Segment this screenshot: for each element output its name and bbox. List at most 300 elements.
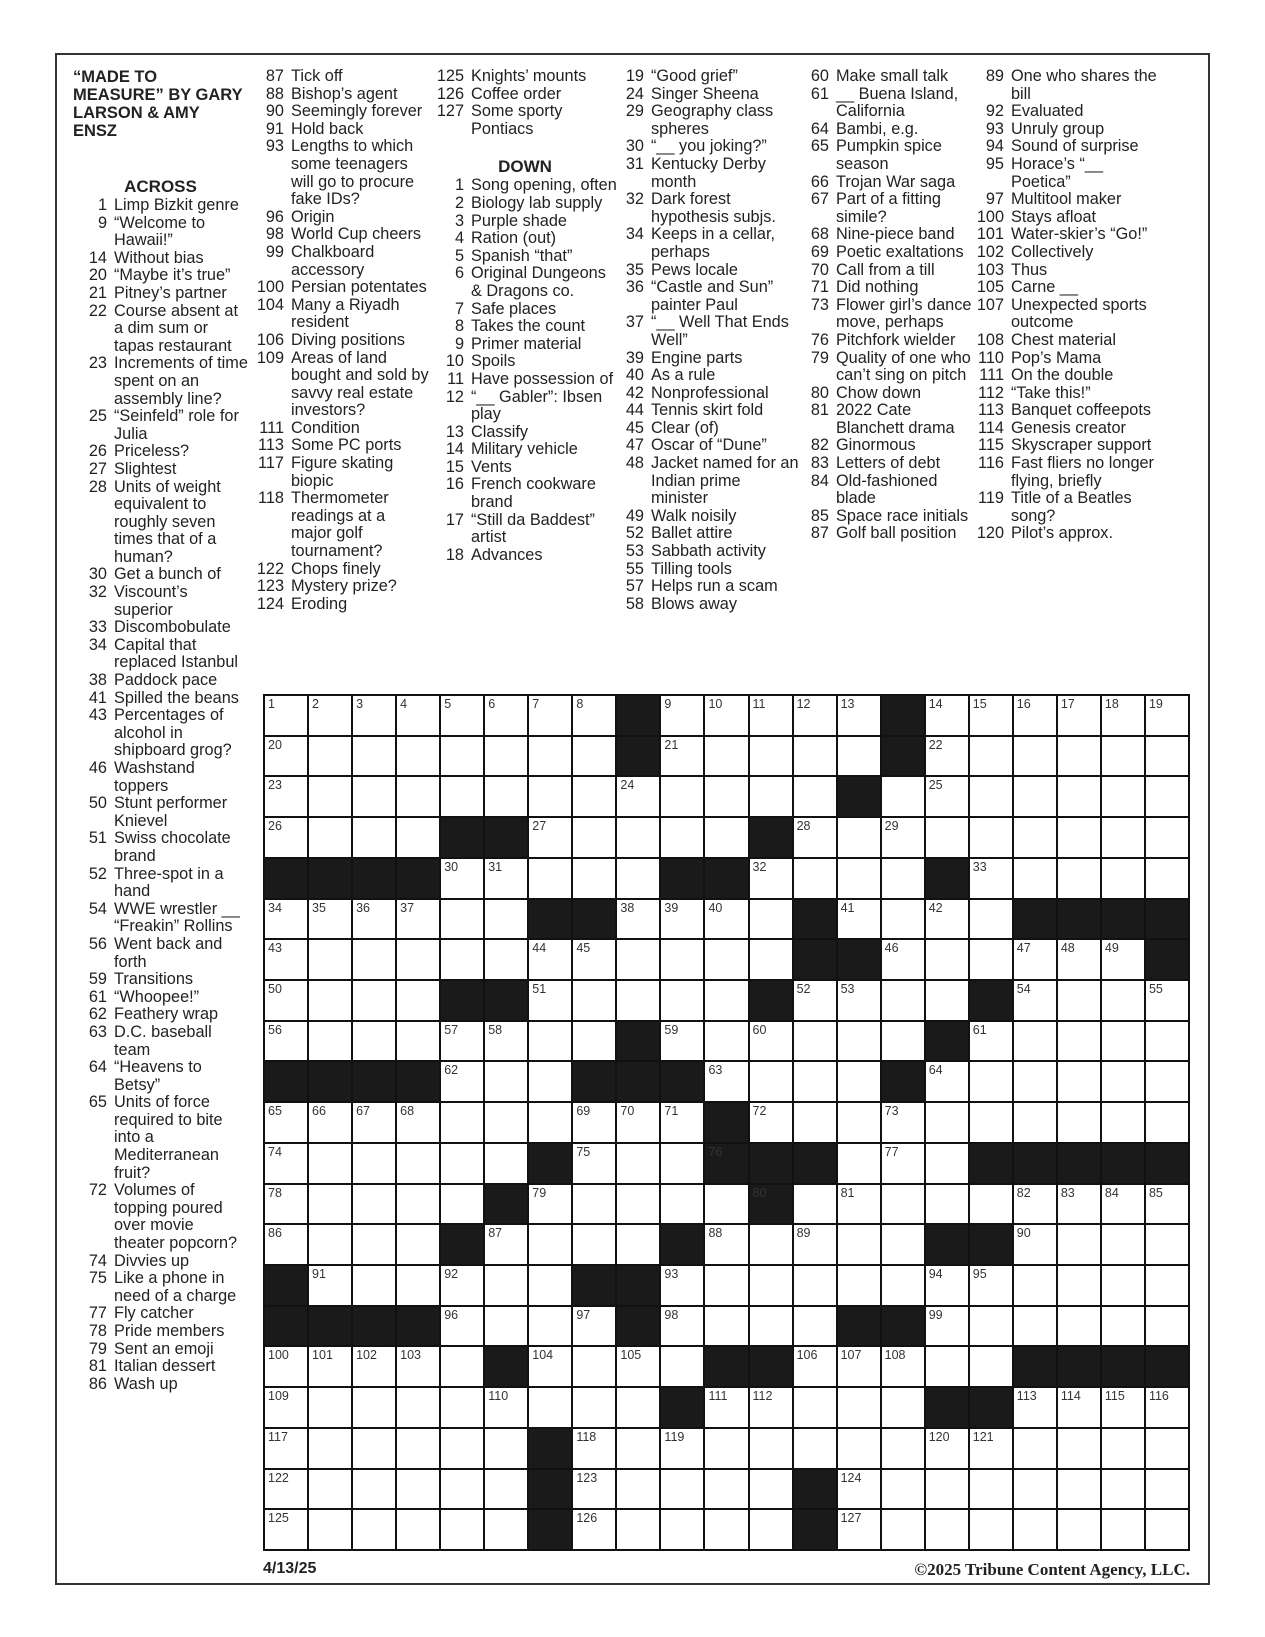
grid-cell[interactable] bbox=[617, 1144, 659, 1183]
grid-cell[interactable] bbox=[529, 818, 571, 857]
grid-cell[interactable] bbox=[441, 940, 483, 979]
grid-cell[interactable] bbox=[1058, 818, 1100, 857]
grid-cell[interactable] bbox=[661, 1266, 703, 1305]
grid-cell[interactable] bbox=[838, 1022, 880, 1061]
grid-cell[interactable] bbox=[1102, 1429, 1144, 1468]
grid-cell[interactable] bbox=[485, 940, 527, 979]
grid-cell[interactable] bbox=[1146, 981, 1188, 1020]
grid-cell[interactable] bbox=[529, 1225, 571, 1264]
grid-cell[interactable] bbox=[441, 859, 483, 898]
grid-cell[interactable] bbox=[529, 1388, 571, 1427]
grid-cell[interactable] bbox=[1058, 1266, 1100, 1305]
grid-cell[interactable] bbox=[353, 1266, 395, 1305]
grid-cell[interactable] bbox=[397, 1266, 439, 1305]
grid-cell[interactable] bbox=[265, 1510, 307, 1549]
grid-cell[interactable] bbox=[529, 737, 571, 776]
grid-cell[interactable] bbox=[750, 1470, 792, 1509]
grid-cell[interactable] bbox=[617, 1185, 659, 1224]
grid-cell[interactable] bbox=[970, 1103, 1012, 1142]
grid-cell[interactable] bbox=[441, 1307, 483, 1346]
grid-cell[interactable] bbox=[617, 1347, 659, 1386]
grid-cell[interactable] bbox=[441, 1103, 483, 1142]
grid-cell[interactable] bbox=[573, 777, 615, 816]
grid-cell[interactable] bbox=[1146, 1470, 1188, 1509]
grid-cell[interactable] bbox=[1146, 1266, 1188, 1305]
grid-cell[interactable] bbox=[573, 1307, 615, 1346]
grid-cell[interactable] bbox=[529, 1022, 571, 1061]
grid-cell[interactable] bbox=[1058, 981, 1100, 1020]
grid-cell[interactable] bbox=[838, 1388, 880, 1427]
grid-cell[interactable] bbox=[529, 859, 571, 898]
grid-cell[interactable] bbox=[265, 1225, 307, 1264]
grid-cell[interactable] bbox=[794, 1062, 836, 1101]
grid-cell[interactable] bbox=[838, 1103, 880, 1142]
grid-cell[interactable] bbox=[661, 1103, 703, 1142]
grid-cell[interactable] bbox=[794, 737, 836, 776]
grid-cell[interactable] bbox=[397, 900, 439, 939]
grid-cell[interactable] bbox=[705, 777, 747, 816]
grid-cell[interactable] bbox=[573, 1347, 615, 1386]
grid-cell[interactable] bbox=[794, 696, 836, 735]
grid-cell[interactable] bbox=[1014, 859, 1056, 898]
grid-cell[interactable] bbox=[573, 859, 615, 898]
grid-cell[interactable] bbox=[397, 737, 439, 776]
grid-cell[interactable] bbox=[1146, 696, 1188, 735]
grid-cell[interactable] bbox=[970, 940, 1012, 979]
grid-cell[interactable] bbox=[353, 981, 395, 1020]
grid-cell[interactable] bbox=[926, 940, 968, 979]
grid-cell[interactable] bbox=[265, 981, 307, 1020]
grid-cell[interactable] bbox=[265, 818, 307, 857]
grid-cell[interactable] bbox=[1058, 1103, 1100, 1142]
grid-cell[interactable] bbox=[705, 1388, 747, 1427]
grid-cell[interactable] bbox=[926, 981, 968, 1020]
grid-cell[interactable] bbox=[617, 900, 659, 939]
grid-cell[interactable] bbox=[573, 818, 615, 857]
grid-cell[interactable] bbox=[573, 1429, 615, 1468]
grid-cell[interactable] bbox=[794, 1429, 836, 1468]
grid-cell[interactable] bbox=[1014, 981, 1056, 1020]
grid-cell[interactable] bbox=[1146, 1185, 1188, 1224]
grid-cell[interactable] bbox=[705, 1225, 747, 1264]
grid-cell[interactable] bbox=[1058, 859, 1100, 898]
grid-cell[interactable] bbox=[970, 696, 1012, 735]
grid-cell[interactable] bbox=[397, 1347, 439, 1386]
grid-cell[interactable] bbox=[441, 1510, 483, 1549]
grid-cell[interactable] bbox=[529, 696, 571, 735]
grid-cell[interactable] bbox=[705, 1062, 747, 1101]
grid-cell[interactable] bbox=[1014, 696, 1056, 735]
grid-cell[interactable] bbox=[882, 1347, 924, 1386]
grid-cell[interactable] bbox=[838, 1144, 880, 1183]
grid-cell[interactable] bbox=[265, 1022, 307, 1061]
grid-cell[interactable] bbox=[265, 737, 307, 776]
grid-cell[interactable] bbox=[1102, 1266, 1144, 1305]
grid-cell[interactable] bbox=[1058, 696, 1100, 735]
grid-cell[interactable] bbox=[353, 1144, 395, 1183]
grid-cell[interactable] bbox=[485, 1103, 527, 1142]
grid-cell[interactable] bbox=[397, 1388, 439, 1427]
grid-cell[interactable] bbox=[529, 1307, 571, 1346]
grid-cell[interactable] bbox=[309, 1144, 351, 1183]
grid-cell[interactable] bbox=[1102, 1225, 1144, 1264]
grid-cell[interactable] bbox=[397, 696, 439, 735]
grid-cell[interactable] bbox=[617, 1470, 659, 1509]
grid-cell[interactable] bbox=[485, 1307, 527, 1346]
grid-cell[interactable] bbox=[794, 1307, 836, 1346]
grid-cell[interactable] bbox=[926, 1510, 968, 1549]
grid-cell[interactable] bbox=[705, 1022, 747, 1061]
grid-cell[interactable] bbox=[794, 1225, 836, 1264]
grid-cell[interactable] bbox=[1014, 1307, 1056, 1346]
grid-cell[interactable] bbox=[838, 818, 880, 857]
grid-cell[interactable] bbox=[1102, 1510, 1144, 1549]
grid-cell[interactable] bbox=[309, 900, 351, 939]
grid-cell[interactable] bbox=[1014, 1266, 1056, 1305]
grid-cell[interactable] bbox=[353, 1185, 395, 1224]
grid-cell[interactable] bbox=[1014, 1388, 1056, 1427]
grid-cell[interactable] bbox=[705, 900, 747, 939]
grid-cell[interactable] bbox=[882, 1470, 924, 1509]
grid-cell[interactable] bbox=[353, 1225, 395, 1264]
grid-cell[interactable] bbox=[397, 1470, 439, 1509]
grid-cell[interactable] bbox=[617, 1388, 659, 1427]
grid-cell[interactable] bbox=[1102, 1307, 1144, 1346]
grid-cell[interactable] bbox=[265, 900, 307, 939]
grid-cell[interactable] bbox=[353, 1388, 395, 1427]
grid-cell[interactable] bbox=[441, 777, 483, 816]
grid-cell[interactable] bbox=[353, 777, 395, 816]
grid-cell[interactable] bbox=[661, 1185, 703, 1224]
grid-cell[interactable] bbox=[485, 737, 527, 776]
grid-cell[interactable] bbox=[1146, 1225, 1188, 1264]
grid-cell[interactable] bbox=[309, 1429, 351, 1468]
grid-cell[interactable] bbox=[1102, 1470, 1144, 1509]
grid-cell[interactable] bbox=[926, 818, 968, 857]
grid-cell[interactable] bbox=[485, 1144, 527, 1183]
grid-cell[interactable] bbox=[353, 818, 395, 857]
grid-cell[interactable] bbox=[1058, 737, 1100, 776]
grid-cell[interactable] bbox=[441, 1062, 483, 1101]
grid-cell[interactable] bbox=[705, 1307, 747, 1346]
grid-cell[interactable] bbox=[1058, 1185, 1100, 1224]
grid-cell[interactable] bbox=[573, 981, 615, 1020]
grid-cell[interactable] bbox=[265, 777, 307, 816]
grid-cell[interactable] bbox=[750, 1307, 792, 1346]
grid-cell[interactable] bbox=[705, 1185, 747, 1224]
grid-cell[interactable] bbox=[838, 1225, 880, 1264]
grid-cell[interactable] bbox=[617, 818, 659, 857]
grid-cell[interactable] bbox=[882, 1388, 924, 1427]
grid-cell[interactable] bbox=[573, 940, 615, 979]
grid-cell[interactable] bbox=[529, 1103, 571, 1142]
grid-cell[interactable] bbox=[705, 737, 747, 776]
grid-cell[interactable] bbox=[750, 696, 792, 735]
grid-cell[interactable] bbox=[441, 1144, 483, 1183]
grid-cell[interactable] bbox=[397, 1144, 439, 1183]
grid-cell[interactable] bbox=[970, 859, 1012, 898]
grid-cell[interactable] bbox=[794, 1022, 836, 1061]
grid-cell[interactable] bbox=[661, 818, 703, 857]
grid-cell[interactable] bbox=[1146, 1429, 1188, 1468]
grid-cell[interactable] bbox=[661, 940, 703, 979]
grid-cell[interactable] bbox=[794, 1388, 836, 1427]
grid-cell[interactable] bbox=[309, 696, 351, 735]
grid-cell[interactable] bbox=[1146, 1022, 1188, 1061]
grid-cell[interactable] bbox=[397, 1185, 439, 1224]
grid-cell[interactable] bbox=[926, 1266, 968, 1305]
grid-cell[interactable] bbox=[970, 737, 1012, 776]
grid-cell[interactable] bbox=[1058, 1429, 1100, 1468]
grid-cell[interactable] bbox=[1058, 777, 1100, 816]
grid-cell[interactable] bbox=[970, 1470, 1012, 1509]
grid-cell[interactable] bbox=[1014, 818, 1056, 857]
grid-cell[interactable] bbox=[309, 1470, 351, 1509]
grid-cell[interactable] bbox=[705, 1266, 747, 1305]
grid-cell[interactable] bbox=[926, 1103, 968, 1142]
grid-cell[interactable] bbox=[1014, 940, 1056, 979]
grid-cell[interactable] bbox=[309, 1510, 351, 1549]
grid-cell[interactable] bbox=[1058, 1388, 1100, 1427]
grid-cell[interactable] bbox=[1014, 1225, 1056, 1264]
grid-cell[interactable] bbox=[1058, 940, 1100, 979]
grid-cell[interactable] bbox=[1014, 1470, 1056, 1509]
grid-cell[interactable] bbox=[750, 777, 792, 816]
grid-cell[interactable] bbox=[1146, 818, 1188, 857]
grid-cell[interactable] bbox=[794, 777, 836, 816]
grid-cell[interactable] bbox=[1102, 940, 1144, 979]
grid-cell[interactable] bbox=[882, 1510, 924, 1549]
grid-cell[interactable] bbox=[309, 1266, 351, 1305]
grid-cell[interactable] bbox=[1014, 737, 1056, 776]
grid-cell[interactable] bbox=[705, 940, 747, 979]
grid-cell[interactable] bbox=[661, 1510, 703, 1549]
grid-cell[interactable] bbox=[1146, 777, 1188, 816]
grid-cell[interactable] bbox=[353, 1022, 395, 1061]
grid-cell[interactable] bbox=[970, 1510, 1012, 1549]
grid-cell[interactable] bbox=[353, 1347, 395, 1386]
grid-cell[interactable] bbox=[617, 940, 659, 979]
grid-cell[interactable] bbox=[750, 1429, 792, 1468]
grid-cell[interactable] bbox=[926, 737, 968, 776]
grid-cell[interactable] bbox=[441, 1185, 483, 1224]
grid-cell[interactable] bbox=[1102, 737, 1144, 776]
grid-cell[interactable] bbox=[661, 737, 703, 776]
grid-cell[interactable] bbox=[617, 859, 659, 898]
grid-cell[interactable] bbox=[1102, 1388, 1144, 1427]
grid-cell[interactable] bbox=[838, 859, 880, 898]
grid-cell[interactable] bbox=[1102, 777, 1144, 816]
grid-cell[interactable] bbox=[485, 1266, 527, 1305]
grid-cell[interactable] bbox=[970, 1347, 1012, 1386]
grid-cell[interactable] bbox=[926, 1470, 968, 1509]
grid-cell[interactable] bbox=[794, 818, 836, 857]
grid-cell[interactable] bbox=[617, 777, 659, 816]
grid-cell[interactable] bbox=[573, 1225, 615, 1264]
grid-cell[interactable] bbox=[926, 1347, 968, 1386]
grid-cell[interactable] bbox=[926, 777, 968, 816]
grid-cell[interactable] bbox=[1146, 1388, 1188, 1427]
grid-cell[interactable] bbox=[353, 900, 395, 939]
grid-cell[interactable] bbox=[1102, 1103, 1144, 1142]
grid-cell[interactable] bbox=[661, 1307, 703, 1346]
grid-cell[interactable] bbox=[441, 1388, 483, 1427]
grid-cell[interactable] bbox=[750, 1510, 792, 1549]
grid-cell[interactable] bbox=[309, 737, 351, 776]
grid-cell[interactable] bbox=[397, 777, 439, 816]
grid-cell[interactable] bbox=[353, 940, 395, 979]
grid-cell[interactable] bbox=[750, 737, 792, 776]
grid-cell[interactable] bbox=[970, 1185, 1012, 1224]
grid-cell[interactable] bbox=[617, 981, 659, 1020]
grid-cell[interactable] bbox=[970, 1022, 1012, 1061]
grid-cell[interactable] bbox=[485, 1022, 527, 1061]
grid-cell[interactable] bbox=[441, 1022, 483, 1061]
grid-cell[interactable] bbox=[1014, 1062, 1056, 1101]
grid-cell[interactable] bbox=[882, 818, 924, 857]
grid-cell[interactable] bbox=[705, 1470, 747, 1509]
grid-cell[interactable] bbox=[926, 1429, 968, 1468]
grid-cell[interactable] bbox=[617, 1510, 659, 1549]
grid-cell[interactable] bbox=[1146, 1307, 1188, 1346]
grid-cell[interactable] bbox=[838, 1347, 880, 1386]
grid-cell[interactable] bbox=[265, 1347, 307, 1386]
grid-cell[interactable] bbox=[265, 940, 307, 979]
grid-cell[interactable] bbox=[441, 696, 483, 735]
grid-cell[interactable] bbox=[882, 1144, 924, 1183]
grid-cell[interactable] bbox=[838, 696, 880, 735]
grid-cell[interactable] bbox=[617, 1429, 659, 1468]
grid-cell[interactable] bbox=[485, 859, 527, 898]
grid-cell[interactable] bbox=[529, 1347, 571, 1386]
grid-cell[interactable] bbox=[397, 818, 439, 857]
grid-cell[interactable] bbox=[882, 1103, 924, 1142]
grid-cell[interactable] bbox=[1102, 1062, 1144, 1101]
grid-cell[interactable] bbox=[882, 981, 924, 1020]
grid-cell[interactable] bbox=[838, 1510, 880, 1549]
grid-cell[interactable] bbox=[353, 1429, 395, 1468]
grid-cell[interactable] bbox=[661, 696, 703, 735]
grid-cell[interactable] bbox=[661, 1470, 703, 1509]
grid-cell[interactable] bbox=[970, 1307, 1012, 1346]
grid-cell[interactable] bbox=[441, 900, 483, 939]
grid-cell[interactable] bbox=[441, 737, 483, 776]
grid-cell[interactable] bbox=[661, 1022, 703, 1061]
grid-cell[interactable] bbox=[573, 1470, 615, 1509]
grid-cell[interactable] bbox=[1058, 1510, 1100, 1549]
grid-cell[interactable] bbox=[441, 1347, 483, 1386]
grid-cell[interactable] bbox=[970, 1062, 1012, 1101]
grid-cell[interactable] bbox=[882, 1429, 924, 1468]
grid-cell[interactable] bbox=[1014, 1185, 1056, 1224]
grid-cell[interactable] bbox=[265, 1470, 307, 1509]
grid-cell[interactable] bbox=[705, 1510, 747, 1549]
grid-cell[interactable] bbox=[1058, 1022, 1100, 1061]
grid-cell[interactable] bbox=[309, 1225, 351, 1264]
grid-cell[interactable] bbox=[353, 737, 395, 776]
grid-cell[interactable] bbox=[573, 1510, 615, 1549]
grid-cell[interactable] bbox=[970, 818, 1012, 857]
grid-cell[interactable] bbox=[1014, 1022, 1056, 1061]
grid-cell[interactable] bbox=[441, 1266, 483, 1305]
grid-cell[interactable] bbox=[970, 777, 1012, 816]
grid-cell[interactable] bbox=[1146, 737, 1188, 776]
grid-cell[interactable] bbox=[661, 1144, 703, 1183]
grid-cell[interactable] bbox=[573, 1388, 615, 1427]
grid-cell[interactable] bbox=[1146, 1103, 1188, 1142]
grid-cell[interactable] bbox=[926, 1144, 968, 1183]
grid-cell[interactable] bbox=[485, 696, 527, 735]
grid-cell[interactable] bbox=[529, 940, 571, 979]
grid-cell[interactable] bbox=[838, 1185, 880, 1224]
grid-cell[interactable] bbox=[265, 1144, 307, 1183]
grid-cell[interactable] bbox=[529, 777, 571, 816]
grid-cell[interactable] bbox=[265, 1185, 307, 1224]
grid-cell[interactable] bbox=[485, 900, 527, 939]
grid-cell[interactable] bbox=[750, 1266, 792, 1305]
grid-cell[interactable] bbox=[882, 1022, 924, 1061]
grid-cell[interactable] bbox=[353, 696, 395, 735]
grid-cell[interactable] bbox=[794, 1266, 836, 1305]
grid-cell[interactable] bbox=[1058, 1307, 1100, 1346]
grid-cell[interactable] bbox=[485, 1429, 527, 1468]
grid-cell[interactable] bbox=[1014, 1510, 1056, 1549]
grid-cell[interactable] bbox=[441, 1429, 483, 1468]
grid-cell[interactable] bbox=[661, 777, 703, 816]
grid-cell[interactable] bbox=[485, 1510, 527, 1549]
grid-cell[interactable] bbox=[882, 900, 924, 939]
grid-cell[interactable] bbox=[617, 1103, 659, 1142]
grid-cell[interactable] bbox=[397, 981, 439, 1020]
grid-cell[interactable] bbox=[397, 1429, 439, 1468]
grid-cell[interactable] bbox=[1102, 696, 1144, 735]
grid-cell[interactable] bbox=[926, 696, 968, 735]
grid-cell[interactable] bbox=[1014, 1103, 1056, 1142]
grid-cell[interactable] bbox=[794, 859, 836, 898]
grid-cell[interactable] bbox=[353, 1470, 395, 1509]
grid-cell[interactable] bbox=[794, 1103, 836, 1142]
grid-cell[interactable] bbox=[1102, 859, 1144, 898]
grid-cell[interactable] bbox=[1146, 1062, 1188, 1101]
grid-cell[interactable] bbox=[573, 696, 615, 735]
grid-cell[interactable] bbox=[529, 981, 571, 1020]
grid-cell[interactable] bbox=[661, 1429, 703, 1468]
grid-cell[interactable] bbox=[1146, 859, 1188, 898]
grid-cell[interactable] bbox=[529, 1185, 571, 1224]
grid-cell[interactable] bbox=[1014, 777, 1056, 816]
grid-cell[interactable] bbox=[353, 1510, 395, 1549]
grid-cell[interactable] bbox=[309, 777, 351, 816]
grid-cell[interactable] bbox=[970, 1429, 1012, 1468]
grid-cell[interactable] bbox=[794, 1347, 836, 1386]
grid-cell[interactable] bbox=[1058, 1470, 1100, 1509]
grid-cell[interactable] bbox=[617, 1225, 659, 1264]
grid-cell[interactable] bbox=[926, 1307, 968, 1346]
grid-cell[interactable] bbox=[838, 900, 880, 939]
grid-cell[interactable] bbox=[750, 1388, 792, 1427]
grid-cell[interactable] bbox=[926, 1185, 968, 1224]
grid-cell[interactable] bbox=[309, 1022, 351, 1061]
grid-cell[interactable] bbox=[838, 1062, 880, 1101]
grid-cell[interactable] bbox=[309, 1347, 351, 1386]
grid-cell[interactable] bbox=[750, 1225, 792, 1264]
grid-cell[interactable] bbox=[750, 900, 792, 939]
grid-cell[interactable] bbox=[882, 777, 924, 816]
grid-cell[interactable] bbox=[485, 777, 527, 816]
grid-cell[interactable] bbox=[838, 737, 880, 776]
grid-cell[interactable] bbox=[1058, 1062, 1100, 1101]
grid-cell[interactable] bbox=[882, 1185, 924, 1224]
